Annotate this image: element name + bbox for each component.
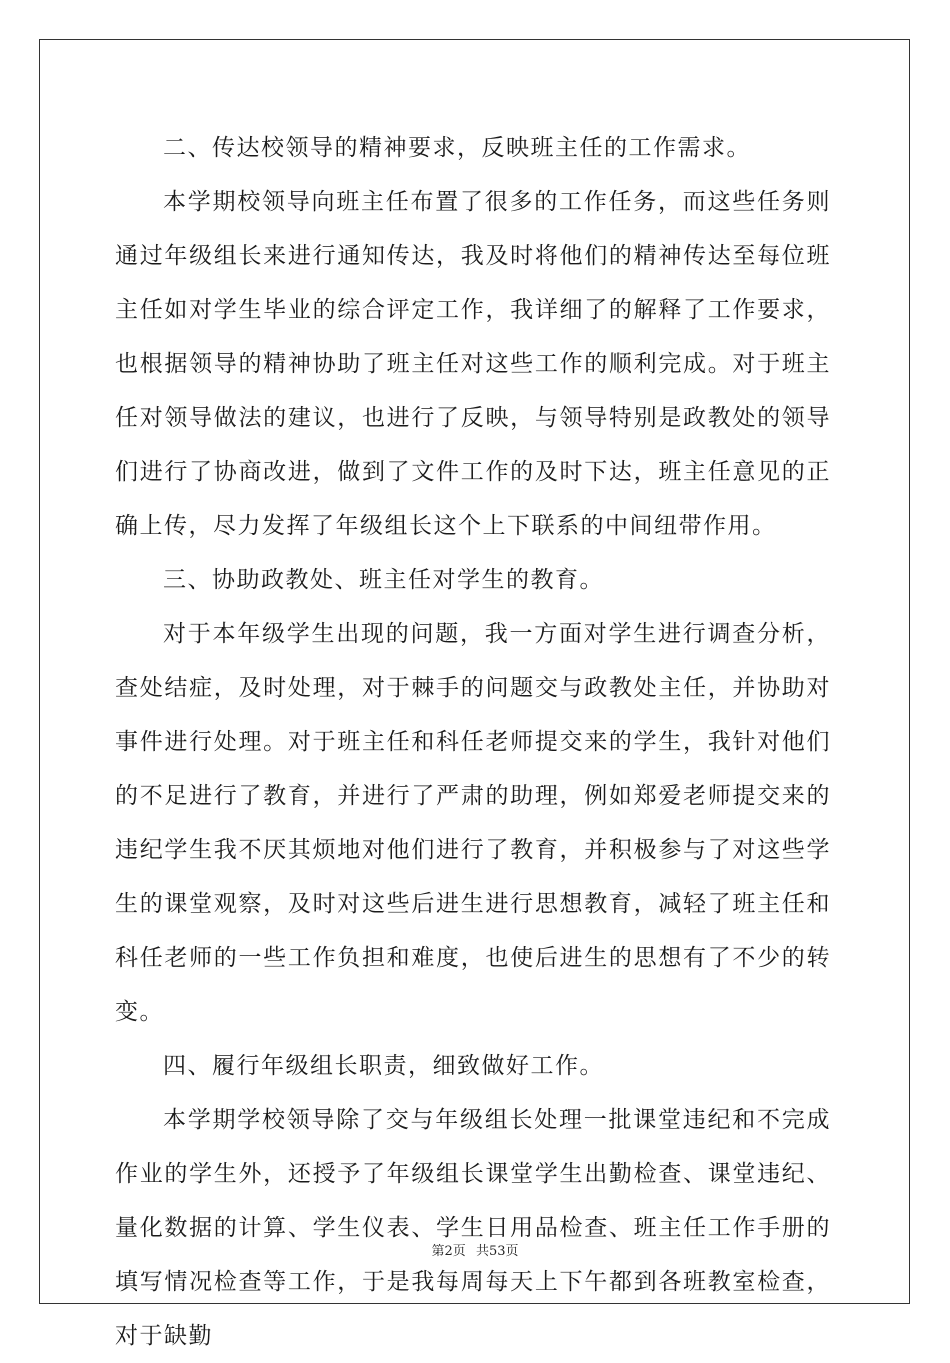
body-paragraph: 对于本年级学生出现的问题，我一方面对学生进行调查分析，查处结症，及时处理，对于棘手的问题交与政教处主任，并协助对事件进行处理。对于班主任和科任老师提交来的学生，我针对他们的不足进行了教育，并进行了严肃的助理，例如郑爱老师提交来的违纪学生我不厌其烦地对他们进行了教育，并积极参与了对这些学生的课堂观察，及时对这些后进生进行思想教育，减轻了班主任和科任老师的一些工作负担和难度，也使后进生的思想有了不少的转变。 <box>115 621 831 1025</box>
section-heading-2: 二、传达校领导的精神要求，反映班主任的工作需求。 <box>163 135 751 161</box>
section-heading-4: 四、履行年级组长职责，细致做好工作。 <box>163 1053 604 1079</box>
body-paragraph: 本学期校领导向班主任布置了很多的工作任务，而这些任务则通过年级组长来进行通知传达，我及时将他们的精神传达至每位班主任如对学生毕业的综合评定工作，我详细了的解释了工作要求，也根据领导的精神协助了班主任对这些工作的顺利完成。对于班主任对领导做法的建议，也进行了反映，与领导特别是政教处的领导们进行了协商改进，做到了文件工作的及时下达，班主任意见的正确上传，尽力发挥了年级组长这个上下联系的中间纽带作用。 <box>115 189 831 539</box>
body-paragraph: 本学期学校领导除了交与年级组长处理一批课堂违纪和不完成作业的学生外，还授予了年级组长课堂学生出勤检查、课堂违纪、量化数据的计算、学生仪表、学生日用品检查、班主任工作手册的填写情况检查等工作，于是我每周每天上下午都到各班教室检查，对于缺勤 <box>115 1107 831 1349</box>
page-total: 共53页 <box>475 1244 519 1259</box>
section-heading-3: 三、协助政教处、班主任对学生的教育。 <box>163 567 604 593</box>
page-footer <box>0 1240 950 1259</box>
document-body <box>115 121 831 1363</box>
page-number: 第2页 <box>431 1244 466 1259</box>
